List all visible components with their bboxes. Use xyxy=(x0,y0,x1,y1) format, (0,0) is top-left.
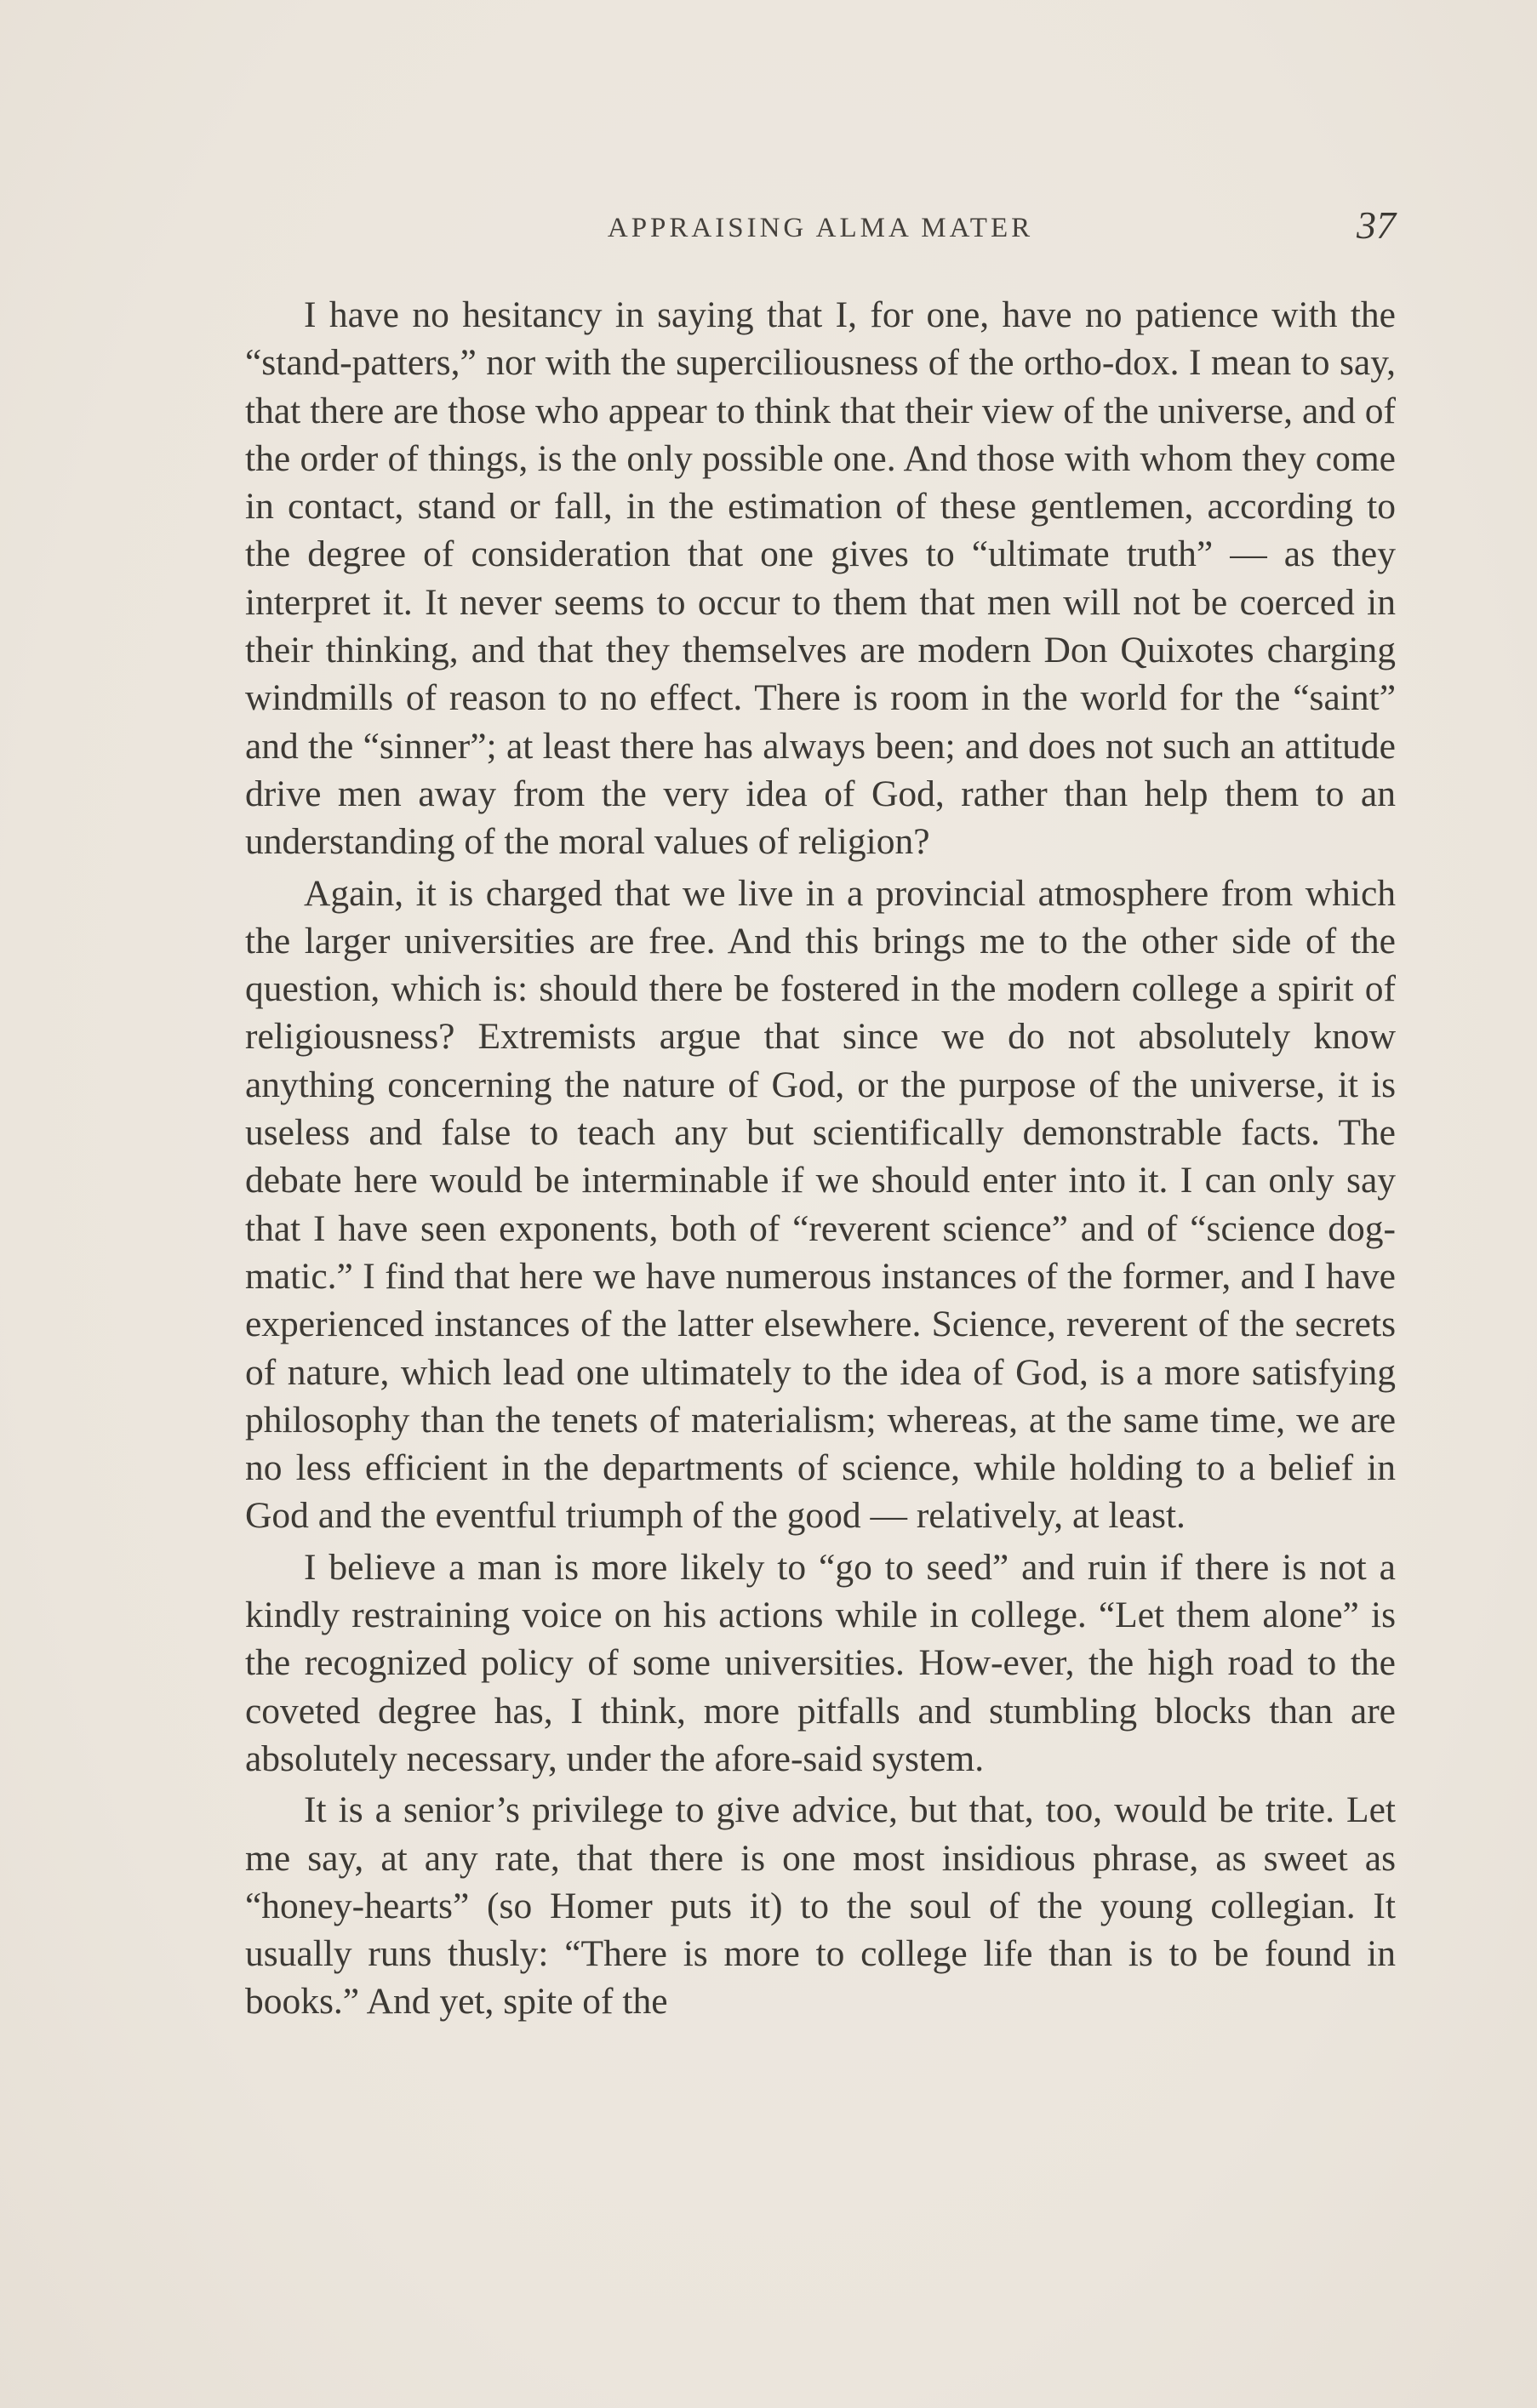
paragraph-2: Again, it is charged that we live in a provincial atmosphere from which the larger universities are free. And this brings me to the other side of the question, which is: should there be fostered in the modern college a spirit of religiousness? Extremists argue that since we do not absolutely know anything concerning the nature of God, or the purpose of the universe, it is useless and false to teach any but scientifically demonstrable facts. The debate here would be interminable if we should enter into it. I can only say that I have seen exponents, both of “reverent science” and of “science dog-matic.” I find that here we have numerous instances of the former, and I have experienced instances of the latter elsewhere. Science, reverent of the secrets of nature, which lead one ultimately to the idea of God, is a more satisfying philosophy than the tenets of materialism; whereas, at the same time, we are no less efficient in the departments of science, while holding to a belief in God and the eventful triumph of the good — relatively, at least. xyxy=(245,872,1396,1537)
running-head xyxy=(245,203,1396,254)
paragraph-1: I have no hesitancy in saying that I, for one, have no patience with the “stand-patters,” nor with the superciliousness of the ortho-dox. I mean to say, that there are those who appear to think that their view of the universe, and of the order of things, is the only possible one. And those with whom they come in contact, stand or fall, in the estimation of these gentlemen, according to the degree of consideration that one gives to “ultimate truth” — as they interpret it. It never seems to occur to them that men will not be coerced in their thinking, and that they themselves are modern Don Quixotes charging windmills of reason to no effect. There is room in the world for the “saint” and the “sinner”; at least there has always been; and does not such an attitude drive men away from the very idea of God, rather than help them to an understanding of the moral values of religion? xyxy=(245,294,1396,863)
running-title: APPRAISING ALMA MATER xyxy=(607,213,1034,243)
body-text xyxy=(245,291,1396,2026)
paragraph-3: I believe a man is more likely to “go to seed” and ruin if there is not a kindly restraining voice on his actions while in college. “Let them alone” is the recognized policy of some universities. How-ever, the high road to the coveted degree has, I think, more pitfalls and stumbling blocks than are absolutely necessary, under the afore-said system. xyxy=(245,1546,1396,1779)
page-number: 37 xyxy=(1357,203,1396,247)
paragraph-4: It is a senior’s privilege to give advice, but that, too, would be trite. Let me say, at any rate, that there is one most insidious phrase, as sweet as “honey-hearts” (so Homer puts it) to the soul of the young collegian. It usually runs thusly: “There is more to college life than is to be found in books.” And yet, spite of the xyxy=(245,1789,1396,2023)
